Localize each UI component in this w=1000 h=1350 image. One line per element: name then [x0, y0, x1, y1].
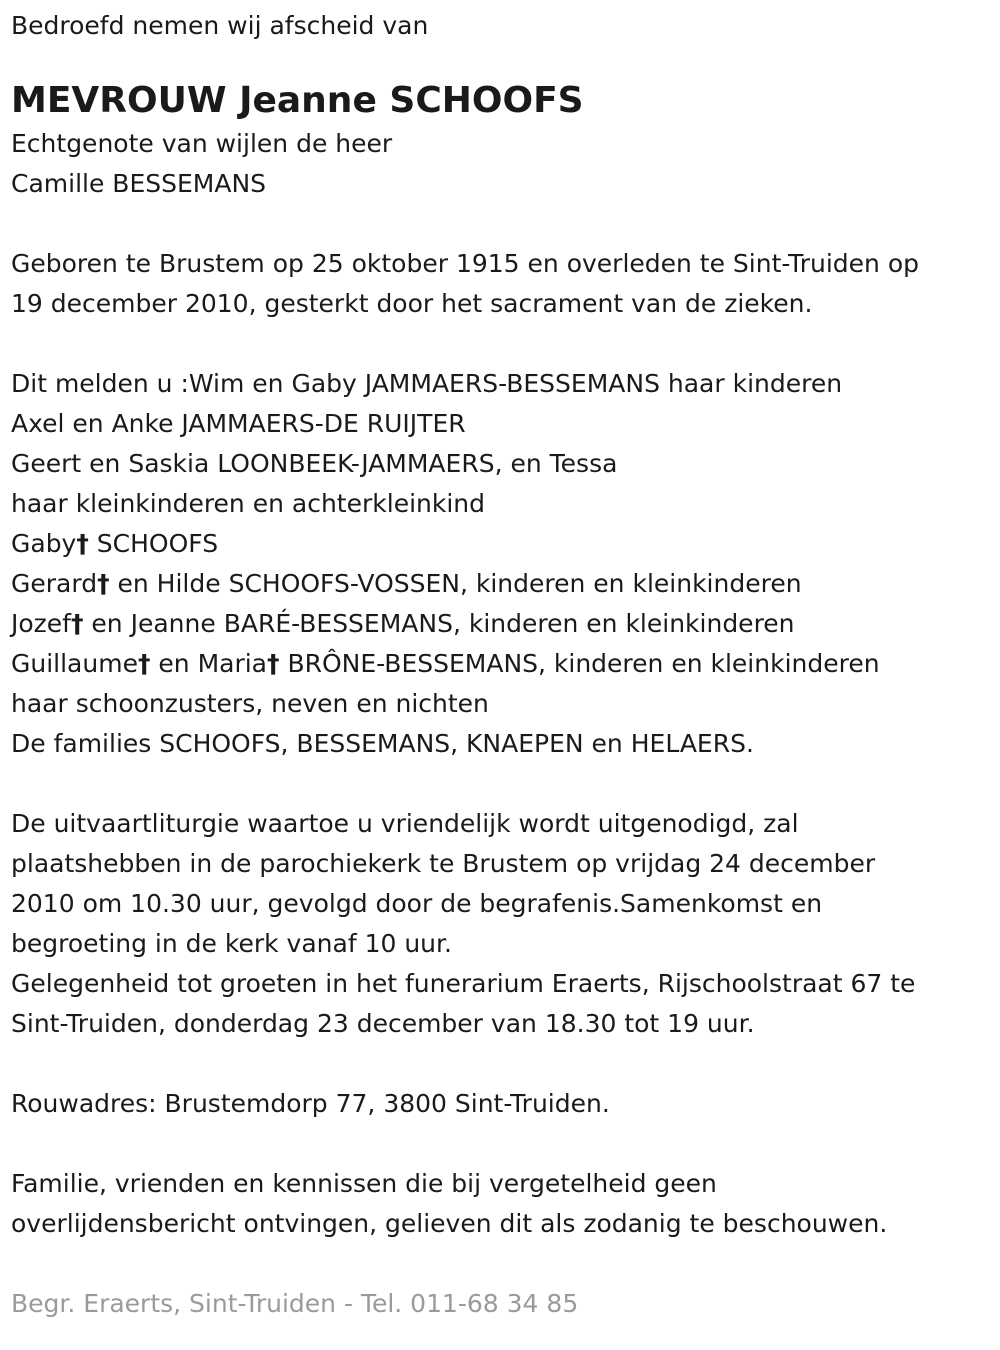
spouse-line-2: Camille BESSEMANS — [11, 169, 267, 198]
family-name: Guillaume — [11, 649, 138, 678]
spacer — [11, 324, 991, 364]
family-line-10: De families SCHOOFS, BESSEMANS, KNAEPEN en HELAERS. — [11, 729, 754, 758]
funeral-line-2: plaatshebben in de parochiekerk te Brustem op vrijdag 24 december — [11, 849, 876, 878]
family-line-9: haar schoonzusters, neven en nichten — [11, 689, 489, 718]
cross-icon: † — [137, 649, 151, 678]
family-name: Gerard — [11, 569, 98, 598]
spacer — [11, 764, 991, 804]
spouse-line-1: Echtgenote van wijlen de heer — [11, 129, 393, 158]
family-text: en Hilde SCHOOFS-VOSSEN, kinderen en kleinkinderen — [109, 569, 802, 598]
obituary-notice — [11, 6, 991, 1324]
birth-death-line-1: Geboren te Brustem op 25 oktober 1915 en overleden te Sint-Truiden op — [11, 249, 919, 278]
intro-text: Bedroefd nemen wij afscheid van — [11, 11, 429, 40]
family-line-6 — [11, 564, 991, 604]
family-line-7 — [11, 604, 991, 644]
family-text: SCHOOFS — [88, 529, 219, 558]
family-name: Gaby — [11, 529, 77, 558]
spacer — [11, 1124, 991, 1164]
funeral-line-3: 2010 om 10.30 uur, gevolgd door de begrafenis.Samenkomst en — [11, 889, 823, 918]
family-line-2: Axel en Anke JAMMAERS-DE RUIJTER — [11, 409, 466, 438]
spacer — [11, 1044, 991, 1084]
funeral-line-4: begroeting in de kerk vanaf 10 uur. — [11, 929, 452, 958]
funeral-line-6: Sint-Truiden, donderdag 23 december van 18.30 tot 19 uur. — [11, 1009, 755, 1038]
spacer — [11, 1244, 991, 1284]
family-text: en Jeanne BARÉ-BESSEMANS, kinderen en kleinkinderen — [83, 609, 795, 638]
funeral-line-5: Gelegenheid tot groeten in het funerarium Eraerts, Rijschoolstraat 67 te — [11, 969, 916, 998]
family-line-5 — [11, 524, 991, 564]
funeral-home-footer: Begr. Eraerts, Sint-Truiden - Tel. 011-68 34 85 — [11, 1289, 579, 1318]
spacer — [11, 204, 991, 244]
family-line-3: Geert en Saskia LOONBEEK-JAMMAERS, en Tessa — [11, 449, 618, 478]
deceased-name: MEVROUW Jeanne SCHOOFS — [11, 80, 584, 121]
notice-line-1: Familie, vrienden en kennissen die bij vergetelheid geen — [11, 1169, 717, 1198]
family-text: en Maria — [150, 649, 268, 678]
cross-icon: † — [70, 609, 84, 638]
mourning-address: Rouwadres: Brustemdorp 77, 3800 Sint-Truiden. — [11, 1089, 610, 1118]
birth-death-line-2: 19 december 2010, gesterkt door het sacrament van de zieken. — [11, 289, 813, 318]
family-name: Jozef — [11, 609, 71, 638]
family-text: BRÔNE-BESSEMANS, kinderen en kleinkinderen — [279, 649, 880, 678]
family-line-1: Dit melden u :Wim en Gaby JAMMAERS-BESSEMANS haar kinderen — [11, 369, 843, 398]
funeral-line-1: De uitvaartliturgie waartoe u vriendelijk wordt uitgenodigd, zal — [11, 809, 799, 838]
cross-icon: † — [267, 649, 280, 678]
family-line-8 — [11, 644, 991, 684]
family-line-4: haar kleinkinderen en achterkleinkind — [11, 489, 485, 518]
cross-icon: † — [76, 529, 89, 558]
cross-icon: † — [97, 569, 110, 598]
notice-line-2: overlijdensbericht ontvingen, gelieven dit als zodanig te beschouwen. — [11, 1209, 888, 1238]
